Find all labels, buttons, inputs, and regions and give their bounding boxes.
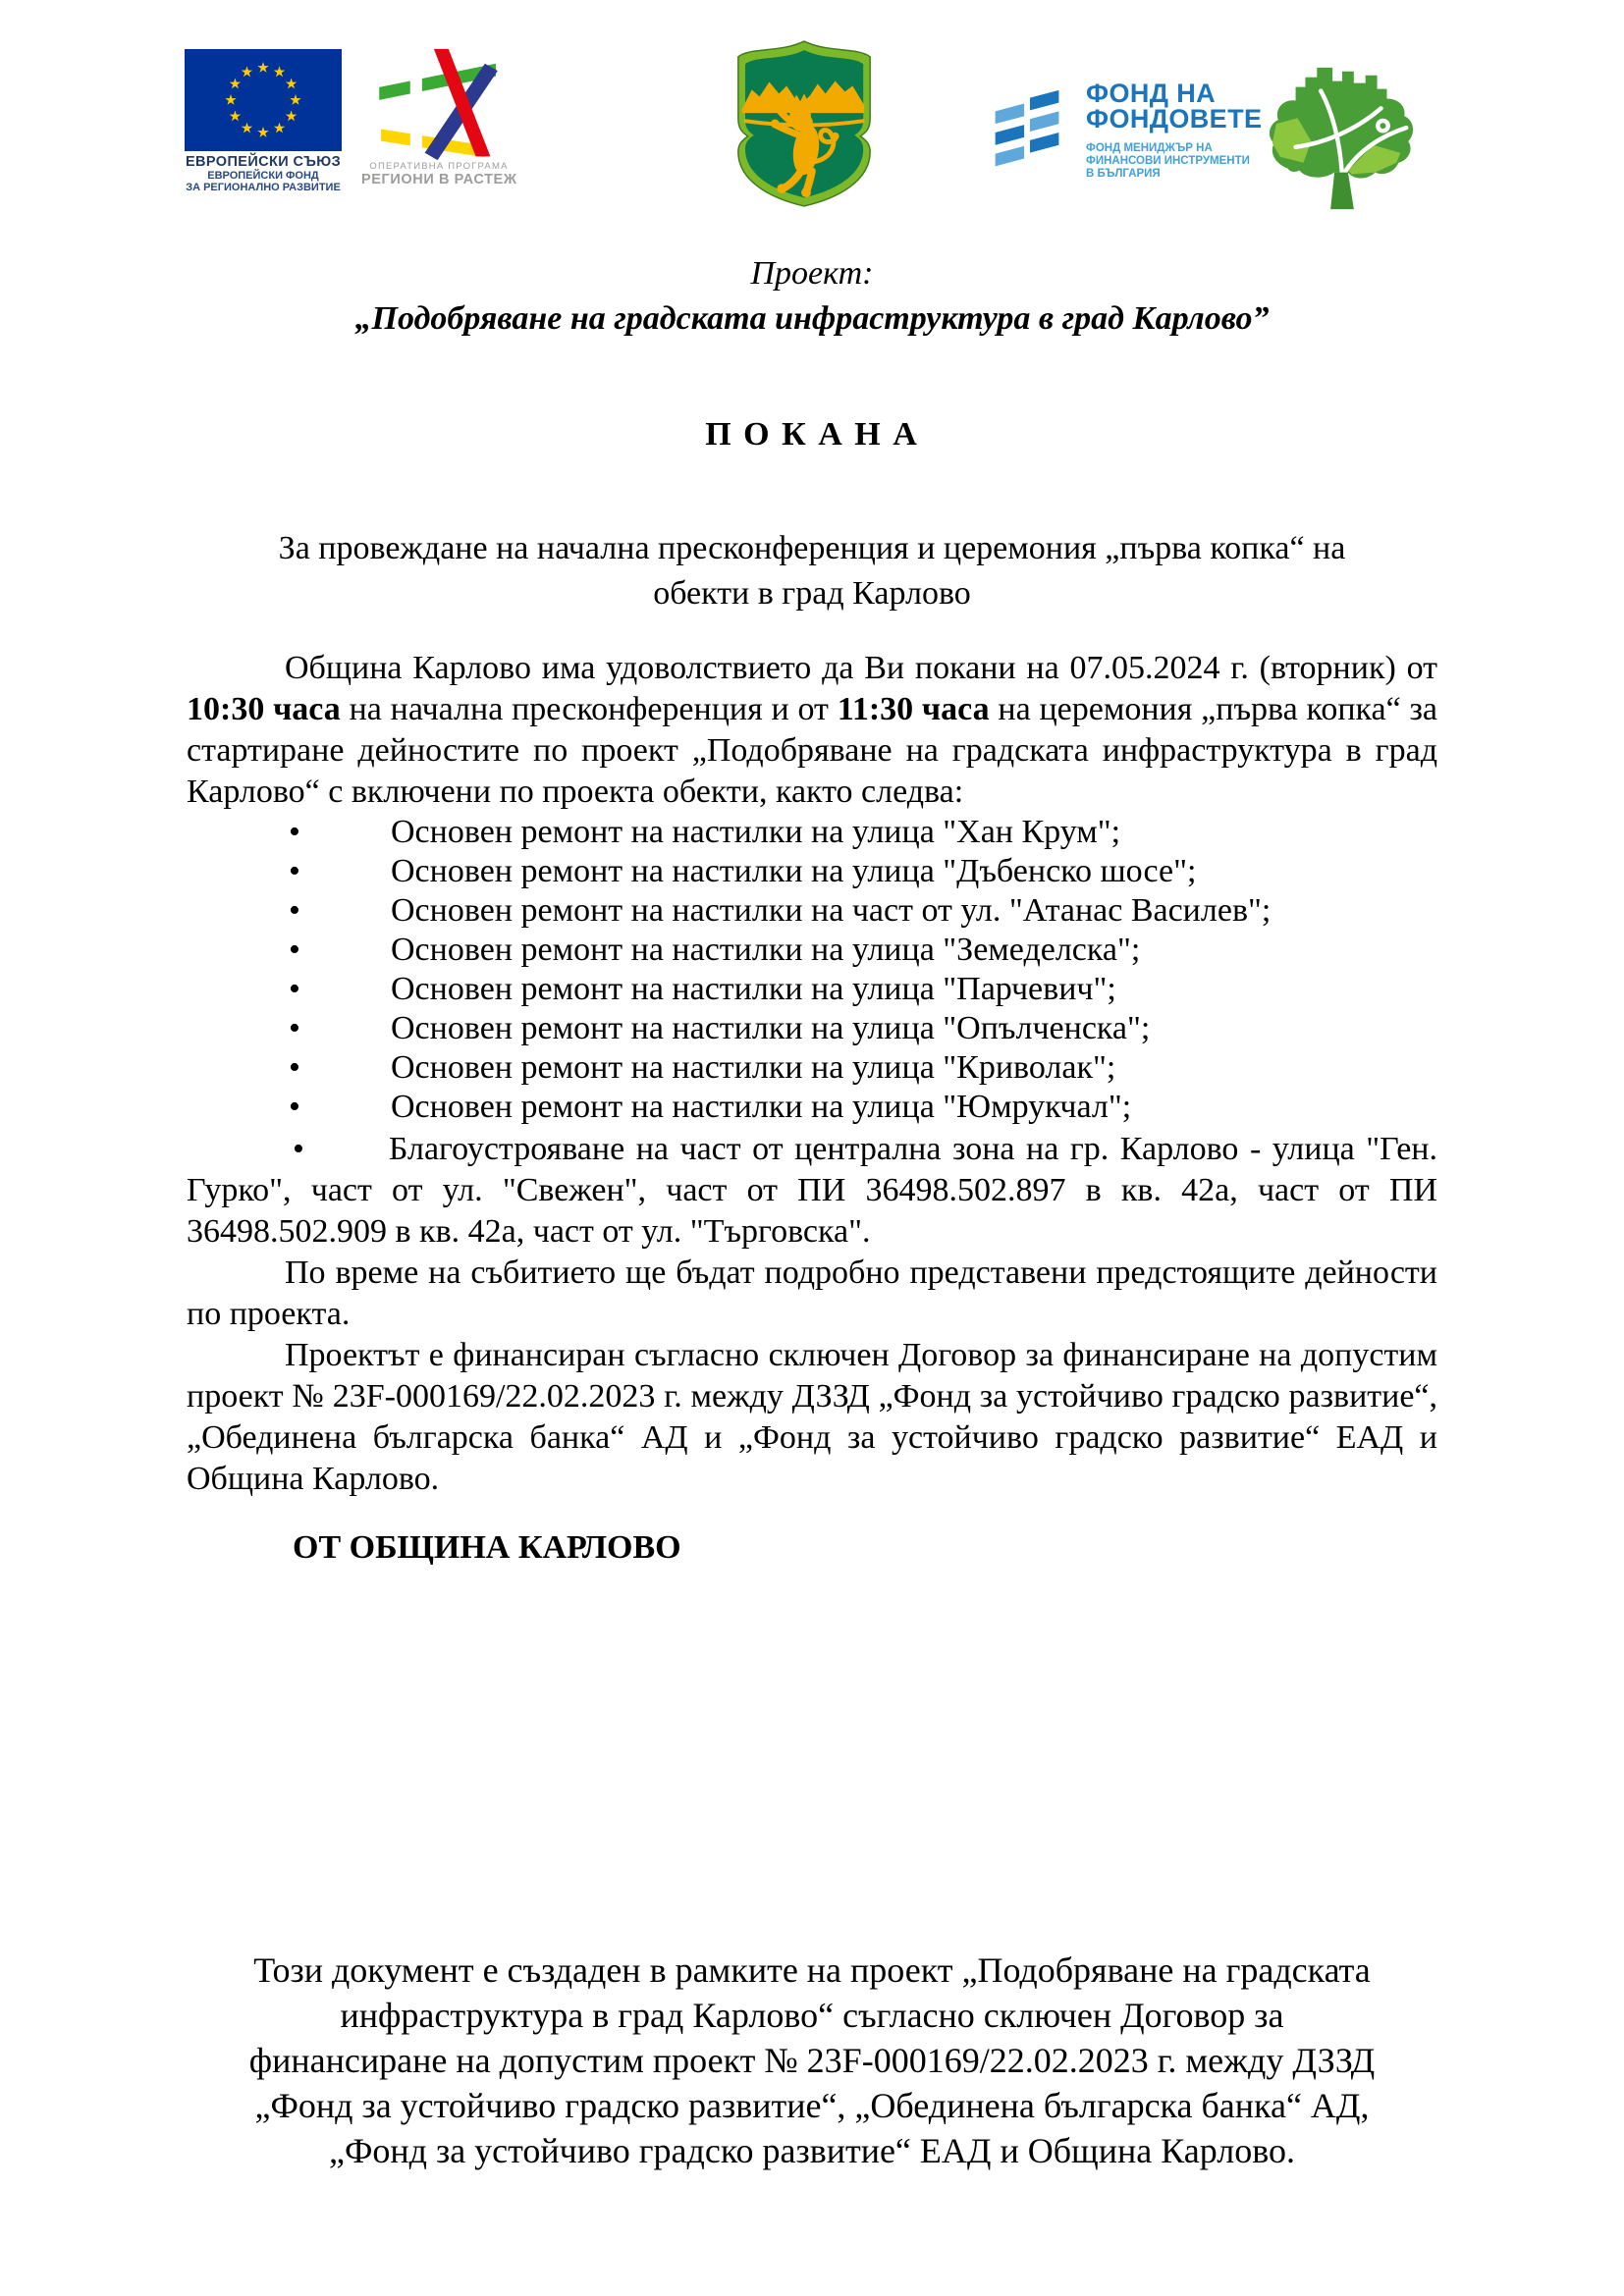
- bullet-item: • Основен ремонт на настилки на улица "Юмрукчал";: [289, 1089, 1132, 1125]
- regions-logo-caption-2: РЕГИОНИ В РАСТЕЖ: [361, 172, 517, 187]
- fund-of-funds-logo: [992, 80, 1064, 185]
- logo-banner: [0, 0, 1624, 236]
- bullet-dot: •: [289, 1049, 300, 1086]
- bullet-item: • Основен ремонт на настилки на улица "Земеделска";: [289, 932, 1141, 968]
- eu-flag-logo-block: [183, 49, 344, 193]
- intro-paragraph: Община Карлово има удоволствието да Ви покани на 07.05.2024 г. (вторник) от 10:30 часа на начална пресконференция и от 11:30 часа на церемония „първа копка“ за стартиране дейностите по проект „Подобряване на градската инфраструктура в град Карлово“ с включени по проекта обекти, както следва:: [187, 650, 1437, 810]
- subheading-line1: За провеждане на начална пресконференция и церемония „първа копка“ на: [278, 530, 1346, 566]
- fund-of-funds-logo-block: [992, 80, 1262, 185]
- bullet-list: [187, 813, 1437, 1127]
- fof-title-line2: ФОНДОВЕТЕ: [1086, 104, 1263, 133]
- fof-subtitle-line1: ФОНД МЕНИДЖЪР НА: [1086, 142, 1213, 154]
- invitation-heading: П О К А Н А: [705, 416, 919, 453]
- footer-line: финансиране на допустим проект № 23F-000169/22.02.2023 г. между ДЗЗД: [248, 2041, 1376, 2080]
- footer-line: инфраструктура в град Карлово“ съгласно сключен Договор за: [340, 1996, 1284, 2035]
- fund-of-funds-text: [1086, 80, 1262, 181]
- regions-in-growth-logo-block: [361, 47, 516, 187]
- eu-logo-caption-2: ЕВРОПЕЙСКИ ФОНД: [207, 170, 319, 182]
- subheading-line2: обекти в град Карлово: [653, 575, 971, 612]
- bullet-dot: •: [289, 1089, 300, 1125]
- bullet-dot: •: [289, 853, 300, 889]
- bullet-item-long: • Благоустрояване на част от централна зона на гр. Карлово - улица "Ген. Гурко", част от ул. "Свежен", част от ПИ 36498.502.897 в кв. 42а, част от ПИ 36498.502.909 в кв. 42а, част от ул. "Търговска".: [187, 1131, 1437, 1250]
- bullet-dot: •: [293, 1131, 304, 1167]
- fof-title-line1: ФОНД НА: [1086, 79, 1217, 108]
- eu-flag-logo: [185, 49, 342, 151]
- bullet-dot: •: [289, 1010, 300, 1046]
- regions-in-growth-logo: [373, 47, 505, 161]
- signature-line: ОТ ОБЩИНА КАРЛОВО: [293, 1529, 681, 1566]
- eu-logo-caption-3: ЗА РЕГИОНАЛНО РАЗВИТИЕ: [186, 182, 341, 193]
- footer-line: Този документ е създаден в рамките на проект „Подобряване на градската: [253, 1950, 1371, 1990]
- bullet-item: • Основен ремонт на настилки на улица "Криволак";: [289, 1049, 1116, 1086]
- bullet-item: • Основен ремонт на настилки на част от ул. "Атанас Василев";: [289, 892, 1272, 929]
- eu-logo-caption-1: ЕВРОПЕЙСКИ СЪЮЗ: [185, 154, 342, 170]
- bullet-item: • Основен ремонт на настилки на улица "Парчевич";: [289, 971, 1116, 1007]
- bullet-dot: •: [289, 814, 300, 850]
- project-title-label: Проект:: [750, 255, 874, 292]
- bullet-item: • Основен ремонт на настилки на улица "Опълченска";: [289, 1010, 1151, 1046]
- footer-disclaimer: [147, 1948, 1477, 2173]
- regions-logo-caption-1: ОПЕРАТИВНА ПРОГРАМА: [369, 161, 509, 172]
- karlovo-coat-of-arms: [727, 35, 882, 210]
- bullet-item: • Основен ремонт на настилки на улица "Дъбенско шосе";: [289, 853, 1197, 889]
- fof-subtitle: [1086, 142, 1262, 181]
- karlovo-coat-of-arms-block: [727, 35, 882, 210]
- bullet-item: • Основен ремонт на настилки на улица "Хан Крум";: [289, 814, 1121, 850]
- footer-line: „Фонд за устойчиво градско развитие“ ЕАД и Община Карлово.: [328, 2131, 1296, 2170]
- fof-subtitle-line3: В БЪЛГАРИЯ: [1086, 168, 1161, 180]
- project-title-block: [0, 251, 1624, 342]
- financing-paragraph: Проектът е финансиран съгласно сключен Договор за финансиране на допустим проект № 23F-000169/22.02.2023 г. между ДЗЗД „Фонд за устойчиво градско развитие“, „Обединена българска банка“ АД и „Фонд за устойчиво градско развитие“ ЕАД и Община Карлово.: [187, 1337, 1437, 1497]
- bullet-dot: •: [289, 932, 300, 968]
- invitation-subheading: [0, 526, 1624, 616]
- city-tree-logo-block: [1259, 63, 1424, 212]
- project-title-name: „Подобряване на градската инфраструктура в град Карлово”: [354, 300, 1270, 337]
- event-details-paragraph: По време на събитието ще бъдат подробно представени предстоящите дейности по проекта.: [187, 1255, 1437, 1332]
- bullet-dot: •: [289, 971, 300, 1007]
- footer-line: „Фонд за устойчиво градско развитие“, „Обединена българска банка“ АД,: [254, 2086, 1370, 2125]
- document-body: [187, 648, 1437, 1569]
- fof-subtitle-line2: ФИНАНСОВИ ИНСТРУМЕНТИ: [1086, 155, 1250, 167]
- bullet-dot: •: [289, 892, 300, 929]
- city-tree-logo: [1259, 63, 1424, 212]
